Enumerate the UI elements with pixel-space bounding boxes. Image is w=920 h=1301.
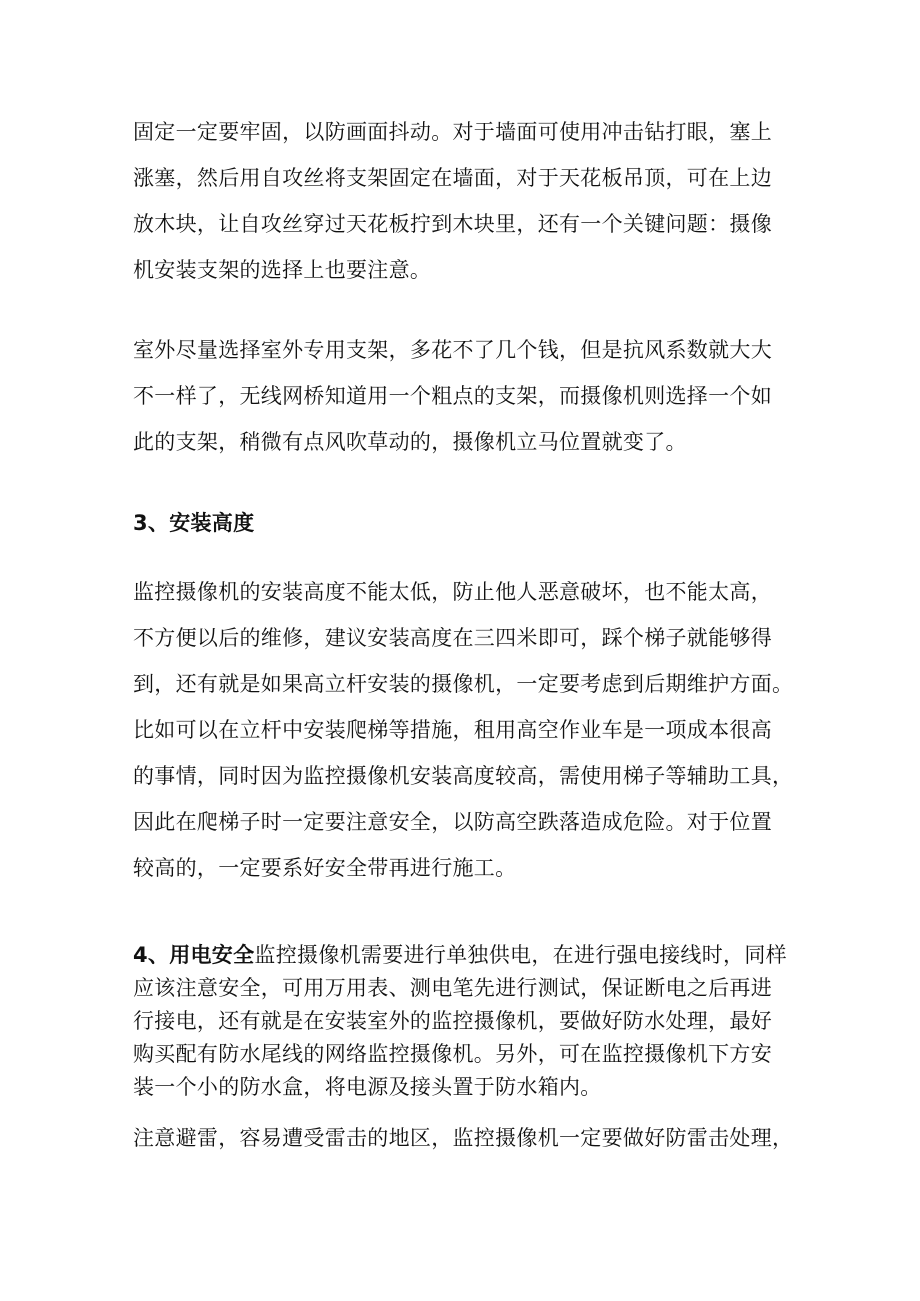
section-3-line-6: 因此在爬梯子时一定要注意安全，以防高空跌落造成危险。对于位置	[133, 810, 772, 834]
paragraph-2-line-1: 室外尽量选择室外专用支架，多花不了几个钱，但是抗风系数就大大	[133, 338, 772, 362]
section-4-line-4: 购买配有防水尾线的网络监控摄像机。另外，可在监控摄像机下方安	[133, 1042, 772, 1066]
section-4-line-2: 应该注意安全，可用万用表、测电笔先进行测试，保证断电之后再进	[133, 976, 772, 1000]
section-4-line-3: 行接电，还有就是在安装室外的监控摄像机，要做好防水处理，最好	[133, 1009, 772, 1033]
section-3-line-3: 到，还有就是如果高立杆安装的摄像机，一定要考虑到后期维护方面。	[133, 672, 794, 696]
section-3-heading: 3、安装高度	[133, 511, 255, 535]
paragraph-1-line-4: 机安装支架的选择上也要注意。	[133, 258, 432, 282]
paragraph-1-line-3: 放木块，让自攻丝穿过天花板拧到木块里，还有一个关键问题：摄像	[133, 212, 772, 236]
paragraph-2-line-3: 此的支架，稍微有点风吹草动的，摄像机立马位置就变了。	[133, 430, 687, 454]
section-3-line-4: 比如可以在立杆中安装爬梯等措施，租用高空作业车是一项成本很高	[133, 718, 772, 742]
section-3-line-1: 监控摄像机的安装高度不能太低，防止他人恶意破坏，也不能太高，	[133, 580, 772, 604]
paragraph-2-line-2: 不一样了，无线网桥知道用一个粗点的支架，而摄像机则选择一个如	[133, 384, 772, 408]
section-3-line-7: 较高的，一定要系好安全带再进行施工。	[133, 856, 517, 880]
section-3-line-2: 不方便以后的维修，建议安装高度在三四米即可，踩个梯子就能够得	[133, 626, 772, 650]
section-4-line-1	[133, 941, 787, 969]
section-4-line-5: 装一个小的防水盒，将电源及接头置于防水箱内。	[133, 1075, 602, 1099]
section-4-first-line-text: 监控摄像机需要进行单独供电，在进行强电接线时，同样	[254, 943, 787, 967]
paragraph-1-line-2: 涨塞，然后用自攻丝将支架固定在墙面，对于天花板吊顶，可在上边	[133, 166, 772, 190]
paragraph-5-line-1: 注意避雷，容易遭受雷击的地区，监控摄像机一定要做好防雷击处理，	[133, 1126, 794, 1150]
paragraph-1-line-1: 固定一定要牢固，以防画面抖动。对于墙面可使用冲击钻打眼，塞上	[133, 120, 772, 144]
section-3-line-5: 的事情，同时因为监控摄像机安装高度较高，需使用梯子等辅助工具，	[133, 764, 794, 788]
section-4-heading: 4、用电安全	[133, 943, 255, 967]
